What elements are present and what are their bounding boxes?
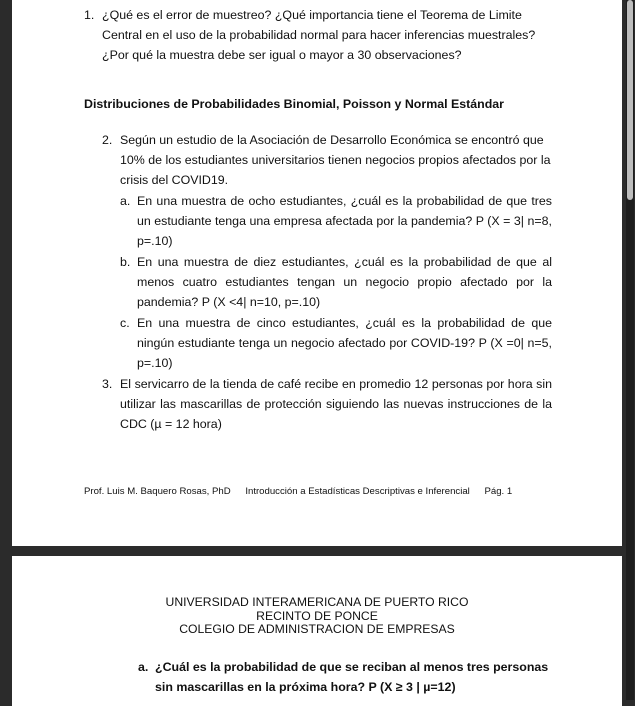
question-2c <box>120 313 552 373</box>
header-line: COLEGIO DE ADMINISTRACION DE EMPRESAS <box>179 622 455 636</box>
question-2b <box>120 252 552 312</box>
sub-letter: a. <box>138 660 149 674</box>
header-line: RECINTO DE PONCE <box>256 608 378 623</box>
question-number: 1. <box>84 8 95 22</box>
vertical-scrollbar[interactable] <box>626 0 634 700</box>
sub-text: En una muestra de diez estudiantes, ¿cuál es la probabilidad de que al menos cuatro estudiantes tengan un negocio propio afectado por la pandemia? P (X <4| n=10, p=.10) <box>137 255 552 309</box>
question-number: 2. <box>102 133 113 147</box>
question-2 <box>102 130 552 434</box>
question-text: Según un estudio de la Asociación de Desarrollo Económica se encontró que 10% de los estudiantes universitarios tienen negocios propios afectados por la crisis del COVID19. <box>120 133 551 187</box>
question-3 <box>102 374 552 434</box>
question-text: ¿Qué es el error de muestreo? ¿Qué importancia tiene el Teorema de Limite Central en el uso de la probabilidad normal para hacer inferencias muestrales? ¿Por qué la muestra debe ser igual o mayor a 30 observaciones? <box>102 8 536 62</box>
sub-text: En una muestra de cinco estudiantes, ¿cuál es la probabilidad de que ningún estudiante tenga un negocio afectado por COVID-19? P (X =0| n=5, p=.10) <box>137 316 552 370</box>
sub-letter: c. <box>120 316 130 330</box>
document-page-2 <box>12 556 622 706</box>
question-text: El servicarro de la tienda de café recibe en promedio 12 personas por hora sin utilizar las mascarillas de protección siguiendo las nuevas instrucciones de la CDC (µ = 12 hora) <box>120 377 552 431</box>
question-2a <box>120 191 552 251</box>
sub-letter: a. <box>120 194 131 208</box>
page-footer <box>84 486 524 497</box>
sub-letter: b. <box>120 255 131 269</box>
footer-page-number: Pág. 1 <box>484 486 513 497</box>
scrollbar-thumb[interactable] <box>627 0 633 200</box>
footer-author: Prof. Luis M. Baquero Rosas, PhD <box>84 486 231 497</box>
section-heading: Distribuciones de Probabilidades Binomial, Poisson y Normal Estándar <box>84 97 505 111</box>
question-number: 3. <box>102 377 113 391</box>
footer-course: Introducción a Estadísticas Descriptivas e Inferencial <box>245 486 470 497</box>
question-1 <box>84 5 552 65</box>
sub-text: En una muestra de ocho estudiantes, ¿cuál es la probabilidad de que tres un estudiante tenga una empresa afectada por la pandemia? P (X = 3| n=8, p=.10) <box>137 194 552 248</box>
sub-text: ¿Cuál es la probabilidad de que se reciban al menos tres personas sin mascarillas en la próxima hora? P (X ≥ 3 | µ=12) <box>155 660 549 694</box>
institution-header <box>12 596 622 637</box>
header-line: UNIVERSIDAD INTERAMERICANA DE PUERTO RICO <box>165 595 469 609</box>
question-3a <box>138 656 558 697</box>
document-page-1 <box>12 0 622 546</box>
